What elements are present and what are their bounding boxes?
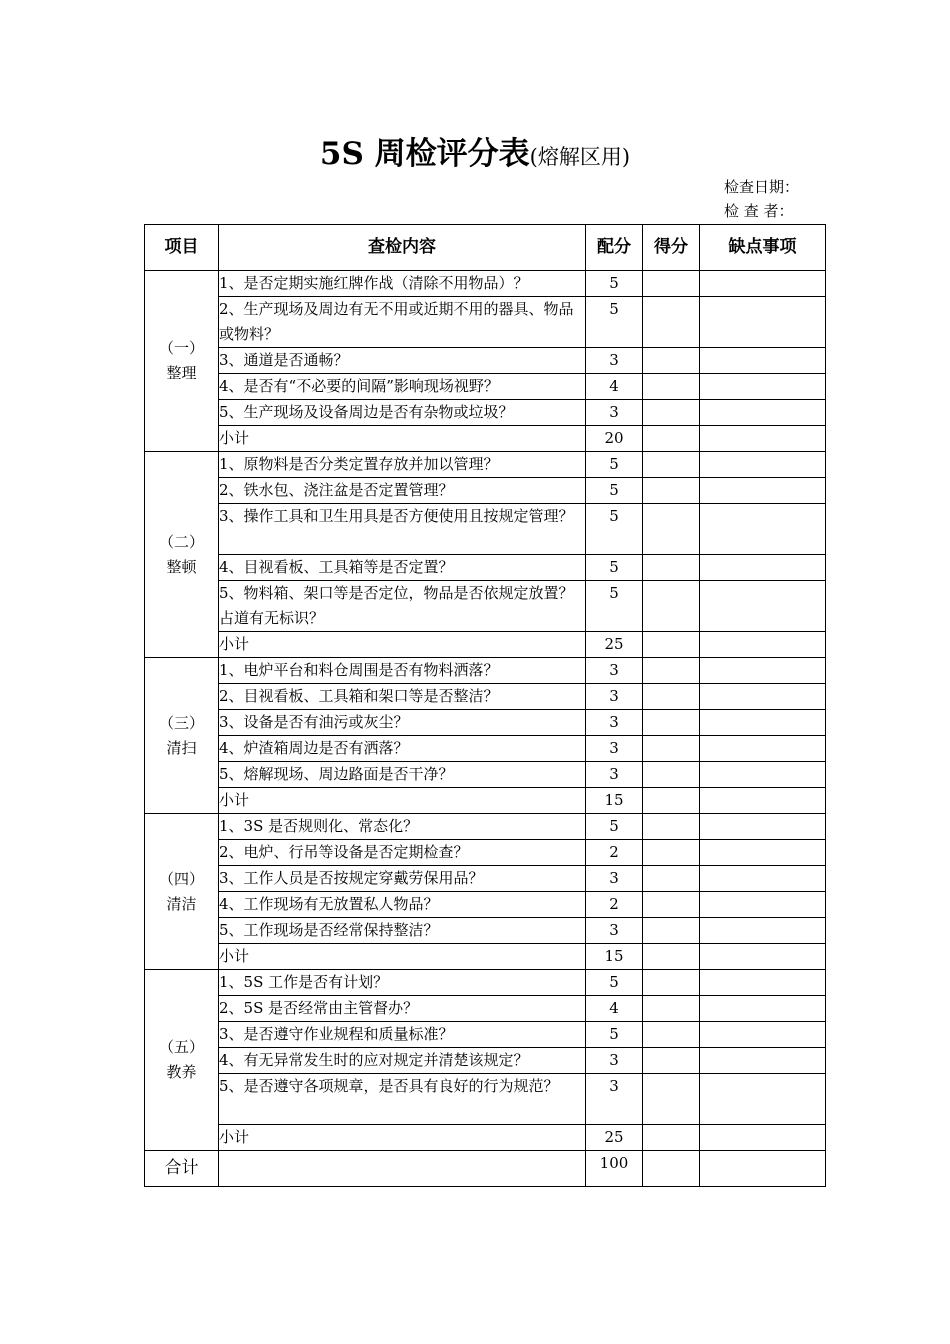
table-row: [145, 348, 826, 374]
table-row: [145, 478, 826, 504]
check-item-points: 3: [586, 348, 643, 374]
section-number: （四）: [158, 869, 204, 888]
check-item-text: 4、是否有“不必要的间隔”影响现场视野？: [219, 374, 586, 400]
total-row: [145, 1151, 826, 1187]
table-row: [145, 840, 826, 866]
check-item-text: 5、生产现场及设备周边是否有杂物或垃圾？: [219, 400, 586, 426]
check-item-points: 5: [586, 814, 643, 840]
total-content-cell: [219, 1151, 586, 1187]
subtotal-points: 15: [586, 944, 643, 970]
defects-cell[interactable]: [700, 478, 826, 504]
check-item-points: 5: [586, 297, 643, 348]
check-item-text: 1、是否定期实施红牌作战（清除不用物品）？: [219, 271, 586, 297]
header-row: [145, 225, 826, 271]
check-item-points: 3: [586, 710, 643, 736]
score-cell[interactable]: [643, 970, 700, 996]
section-number: （五）: [158, 1038, 204, 1056]
score-table: [144, 224, 826, 1187]
check-item-text: 1、5S 工作是否有计划？: [219, 970, 586, 996]
check-item-points: 3: [586, 918, 643, 944]
subtotal-label: 小计: [219, 1125, 586, 1151]
defects-cell[interactable]: [700, 970, 826, 996]
check-item-points: 3: [586, 866, 643, 892]
score-cell[interactable]: [643, 762, 700, 788]
defects-cell[interactable]: [700, 736, 826, 762]
table-row: [145, 710, 826, 736]
table-row: [145, 918, 826, 944]
subtotal-row: [145, 944, 826, 970]
section-number: （一）: [158, 339, 204, 357]
subtotal-score-cell[interactable]: [643, 788, 700, 814]
header-item: 项目: [145, 225, 219, 271]
check-item-text: 5、熔解现场、周边路面是否干净？: [219, 762, 586, 788]
defects-cell[interactable]: [700, 555, 826, 581]
table-row: [145, 1048, 826, 1074]
check-item-text: 3、操作工具和卫生用具是否方便使用且按规定管理？: [219, 504, 586, 555]
score-cell[interactable]: [643, 297, 700, 348]
table-row: [145, 400, 826, 426]
check-item-points: 2: [586, 840, 643, 866]
table-row: [145, 374, 826, 400]
subtotal-score-cell[interactable]: [643, 1125, 700, 1151]
subtotal-label: 小计: [219, 426, 586, 452]
table-row: [145, 736, 826, 762]
title-main: 5S 周检评分表: [319, 136, 530, 172]
score-cell[interactable]: [643, 348, 700, 374]
check-item-points: 3: [586, 1074, 643, 1125]
subtotal-points: 20: [586, 426, 643, 452]
defects-cell[interactable]: [700, 918, 826, 944]
check-item-text: 3、是否遵守作业规程和质量标准？: [219, 1022, 586, 1048]
check-item-text: 1、3S 是否规则化、常态化？: [219, 814, 586, 840]
subtotal-row: [145, 426, 826, 452]
check-item-points: 5: [586, 271, 643, 297]
score-cell[interactable]: [643, 581, 700, 632]
section-number: （三）: [158, 713, 204, 732]
table-row: [145, 814, 826, 840]
check-item-text: 4、目视看板、工具箱等是否定置？: [219, 555, 586, 581]
check-item-points: 4: [586, 374, 643, 400]
section-name: 整理: [166, 364, 197, 382]
table-row: [145, 996, 826, 1022]
score-cell[interactable]: [643, 736, 700, 762]
page-title: [0, 128, 950, 173]
score-cell[interactable]: [643, 452, 700, 478]
check-item-text: 5、是否遵守各项规章，是否具有良好的行为规范？: [219, 1074, 586, 1125]
check-item-points: 3: [586, 1048, 643, 1074]
subtotal-points: 25: [586, 632, 643, 658]
total-label: 合计: [145, 1151, 219, 1187]
defects-cell[interactable]: [700, 814, 826, 840]
section-label: [145, 814, 219, 970]
table-row: [145, 452, 826, 478]
defects-cell[interactable]: [700, 581, 826, 632]
defects-cell[interactable]: [700, 1074, 826, 1125]
check-item-points: 3: [586, 762, 643, 788]
score-cell[interactable]: [643, 1074, 700, 1125]
check-item-points: 5: [586, 1022, 643, 1048]
section-name: 清扫: [166, 738, 197, 757]
check-item-points: 3: [586, 736, 643, 762]
score-cell[interactable]: [643, 555, 700, 581]
check-item-points: 5: [586, 452, 643, 478]
check-item-points: 5: [586, 555, 643, 581]
total-points: 100: [586, 1151, 643, 1187]
title-sub: (熔解区用): [529, 145, 631, 169]
table-row: [145, 684, 826, 710]
table-row: [145, 762, 826, 788]
score-cell[interactable]: [643, 892, 700, 918]
check-item-text: 2、电炉、行吊等设备是否定期检查？: [219, 840, 586, 866]
defects-cell[interactable]: [700, 840, 826, 866]
subtotal-defects-cell[interactable]: [700, 1125, 826, 1151]
check-item-points: 5: [586, 504, 643, 555]
total-defects-cell[interactable]: [700, 1151, 826, 1187]
score-cell[interactable]: [643, 658, 700, 684]
table-row: [145, 866, 826, 892]
check-item-text: 2、生产现场及周边有无不用或近期不用的器具、物品或物料？: [219, 297, 586, 348]
subtotal-label: 小计: [219, 788, 586, 814]
score-cell[interactable]: [643, 504, 700, 555]
table-row: [145, 1022, 826, 1048]
table-row: [145, 297, 826, 348]
total-score-cell[interactable]: [643, 1151, 700, 1187]
check-item-points: 2: [586, 892, 643, 918]
check-item-text: 4、炉渣箱周边是否有洒落？: [219, 736, 586, 762]
subtotal-label: 小计: [219, 944, 586, 970]
check-item-text: 3、工作人员是否按规定穿戴劳保用品？: [219, 866, 586, 892]
score-cell[interactable]: [643, 996, 700, 1022]
defects-cell[interactable]: [700, 892, 826, 918]
defects-cell[interactable]: [700, 271, 826, 297]
defects-cell[interactable]: [700, 866, 826, 892]
defects-cell[interactable]: [700, 762, 826, 788]
check-item-text: 2、5S 是否经常由主管督办？: [219, 996, 586, 1022]
defects-cell[interactable]: [700, 374, 826, 400]
check-item-text: 1、电炉平台和料仓周围是否有物料洒落？: [219, 658, 586, 684]
defects-cell[interactable]: [700, 452, 826, 478]
defects-cell[interactable]: [700, 658, 826, 684]
check-item-text: 1、原物料是否分类定置存放并加以管理？: [219, 452, 586, 478]
defects-cell[interactable]: [700, 684, 826, 710]
check-item-points: 5: [586, 478, 643, 504]
table-row: [145, 271, 826, 297]
check-item-points: 3: [586, 658, 643, 684]
subtotal-row: [145, 632, 826, 658]
score-cell[interactable]: [643, 1022, 700, 1048]
check-item-text: 4、有无异常发生时的应对规定并清楚该规定？: [219, 1048, 586, 1074]
section-label: [145, 452, 219, 658]
defects-cell[interactable]: [700, 504, 826, 555]
score-cell[interactable]: [643, 374, 700, 400]
subtotal-defects-cell[interactable]: [700, 788, 826, 814]
score-cell[interactable]: [643, 866, 700, 892]
table-row: [145, 504, 826, 555]
section-name: 清洁: [166, 894, 197, 913]
subtotal-row: [145, 788, 826, 814]
score-cell[interactable]: [643, 1048, 700, 1074]
defects-cell[interactable]: [700, 1022, 826, 1048]
check-item-text: 2、目视看板、工具箱和架口等是否整洁？: [219, 684, 586, 710]
subtotal-score-cell[interactable]: [643, 426, 700, 452]
inspector-label: 检 查 者：: [724, 202, 794, 220]
table-row: [145, 892, 826, 918]
check-item-text: 5、物料箱、架口等是否定位，物品是否依规定放置？占道有无标识？: [219, 581, 586, 632]
defects-cell[interactable]: [700, 297, 826, 348]
subtotal-defects-cell[interactable]: [700, 632, 826, 658]
defects-cell[interactable]: [700, 996, 826, 1022]
table-row: [145, 581, 826, 632]
table-row: [145, 970, 826, 996]
subtotal-label: 小计: [219, 632, 586, 658]
subtotal-points: 25: [586, 1125, 643, 1151]
section-number: （二）: [158, 532, 204, 551]
section-name: 整顿: [166, 557, 197, 576]
check-item-points: 3: [586, 684, 643, 710]
subtotal-score-cell[interactable]: [643, 944, 700, 970]
score-cell[interactable]: [643, 684, 700, 710]
header-score: 得分: [643, 225, 700, 271]
score-cell[interactable]: [643, 918, 700, 944]
check-item-text: 4、工作现场有无放置私人物品？: [219, 892, 586, 918]
section-label: [145, 970, 219, 1151]
score-cell[interactable]: [643, 400, 700, 426]
table-row: [145, 555, 826, 581]
score-cell[interactable]: [643, 840, 700, 866]
defects-cell[interactable]: [700, 710, 826, 736]
score-cell[interactable]: [643, 710, 700, 736]
subtotal-score-cell[interactable]: [643, 632, 700, 658]
section-name: 教养: [166, 1063, 197, 1081]
check-item-text: 2、铁水包、浇注盆是否定置管理？: [219, 478, 586, 504]
check-item-text: 5、工作现场是否经常保持整洁？: [219, 918, 586, 944]
header-content: 查检内容: [219, 225, 586, 271]
subtotal-row: [145, 1125, 826, 1151]
table-row: [145, 658, 826, 684]
check-item-points: 4: [586, 996, 643, 1022]
header-points: 配分: [586, 225, 643, 271]
defects-cell[interactable]: [700, 400, 826, 426]
defects-cell[interactable]: [700, 348, 826, 374]
table-body: [145, 271, 826, 1151]
check-item-points: 5: [586, 581, 643, 632]
subtotal-defects-cell[interactable]: [700, 944, 826, 970]
table-row: [145, 1074, 826, 1125]
check-item-points: 3: [586, 400, 643, 426]
section-label: [145, 271, 219, 452]
check-item-text: 3、设备是否有油污或灰尘？: [219, 710, 586, 736]
score-cell[interactable]: [643, 271, 700, 297]
check-item-points: 5: [586, 970, 643, 996]
section-label: [145, 658, 219, 814]
inspection-date-label: 检查日期：: [724, 178, 800, 196]
subtotal-defects-cell[interactable]: [700, 426, 826, 452]
subtotal-points: 15: [586, 788, 643, 814]
header-defects: 缺点事项: [700, 225, 826, 271]
score-cell[interactable]: [643, 814, 700, 840]
check-item-text: 3、通道是否通畅？: [219, 348, 586, 374]
score-cell[interactable]: [643, 478, 700, 504]
defects-cell[interactable]: [700, 1048, 826, 1074]
